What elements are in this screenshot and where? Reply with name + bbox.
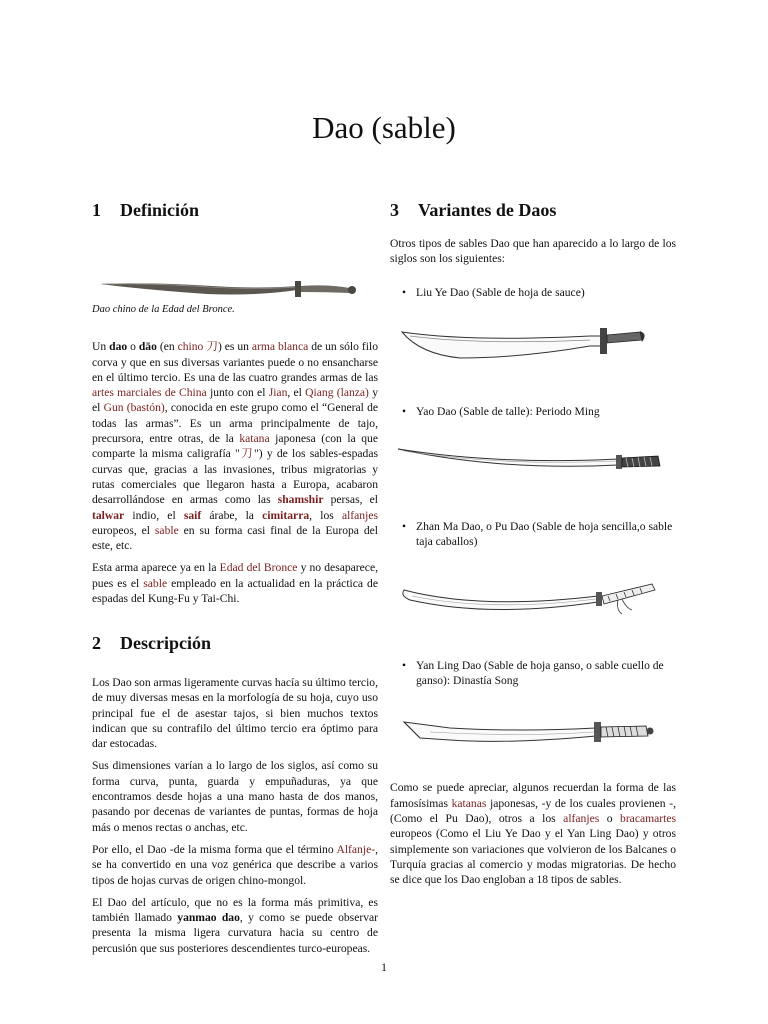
yan-ling-dao-image-item	[390, 708, 676, 752]
definicion-paragraph-2: Esta arma aparece ya en la Edad del Bronce y no desaparece, pues es el sable empleado en la actualidad en la práctica de espadas del Kung-Fu y Tai-Chi.	[92, 561, 378, 606]
link-artes-marciales[interactable]: artes marciales de China	[92, 386, 207, 400]
descripcion-paragraph-1: Los Dao son armas ligeramente curvas hacía su último tercio, de muy diversas mesas en la morfología de su hoja, cuyo uso principal fue el de asestar tajos, si bien muchos textos indican que su contrafilo del último tercio era óptimo para dar estocadas.	[92, 676, 378, 751]
variantes-closing: Como se puede apreciar, algunos recuerdan la forma de las famosísimas katanas japonesas, -y de los cuales provienen -, (Como el Pu Dao), otros a los alfanjes o bracamartes europeos (Como el Liu Ye Dao y el Yan Ling Dao) y otros simplemente son variaciones que volvieron de los Balcanes o Turquía gracias al comercio y modas migratorias. De hecho se dice que los Dao engloban a 18 tipos de sables.	[390, 781, 677, 887]
section-heading-variantes	[390, 200, 676, 226]
variantes-intro: Otros tipos de sables Dao que han aparecido a lo largo de los siglos son los siguientes:	[390, 237, 676, 266]
yao-dao-image-item	[390, 437, 676, 477]
zhan-ma-dao-sword-image	[390, 566, 676, 622]
link-qiang[interactable]: Qiang (lanza)	[305, 386, 369, 400]
link-sable-2[interactable]: sable	[143, 576, 168, 590]
link-chino[interactable]: chino	[177, 340, 204, 354]
zhan-ma-dao-image-item	[390, 566, 676, 622]
descripcion-paragraph-3: Por ello, el Dao -de la misma forma que el término Alfanje-, se ha convertido en una voz genérica que describe a varios tipos de hojas curvas de origen chino-mongol.	[92, 842, 378, 887]
bronze-dao-sword-image	[92, 226, 378, 298]
section-number: 3	[390, 200, 399, 220]
link-alfanje[interactable]: Alfanje-	[336, 842, 376, 856]
link-gun[interactable]: Gun (bastón)	[103, 401, 165, 415]
link-sable[interactable]: sable	[154, 523, 179, 537]
variantes-list	[390, 285, 676, 753]
link-edad-bronce[interactable]: Edad del Bronce	[219, 561, 298, 575]
section-heading-definicion	[92, 200, 378, 226]
image-caption: Dao chino de la Edad del Bronce.	[92, 304, 235, 315]
liu-ye-dao-image-item	[390, 318, 676, 370]
definicion-paragraph-1: Un dao o dāo (en chino 刀) es un arma blanca de un sólo filo corva y que en sus diversas variantes puede o no ensancharse en el último tercio. Es una de las cuatro grandes armas de las artes marciales de China junto con el Jian, el Qiang (lanza) y el Gun (bastón), conocida en este grupo como el “General de todas las armas”. Es un arma principalmente de tajo, precursora, entre otras, de la katana japonesa (con la que comparte la misma caligrafía "刀") y de los sables-espadas curvas que, gracias a las invasiones, tribus migratorias y rutas comerciales que llegaron hasta a Europa, acabaron desarrollándose en armas como las shamshir persas, el talwar indio, el saif árabe, la cimitarra, los alfanjes europeos, el sable en su forma casi final de la Europa del este, etc.	[92, 340, 379, 553]
link-saif[interactable]: saif	[183, 508, 202, 522]
list-item: • Liu Ye Dao (Sable de hoja de sauce)	[390, 285, 676, 300]
section-heading-descripcion	[92, 633, 378, 659]
link-arma-blanca[interactable]: arma blanca	[251, 340, 309, 354]
yan-ling-dao-sword-image	[390, 708, 676, 752]
left-column	[92, 200, 378, 613]
link-alfanjes[interactable]: alfanjes	[341, 508, 378, 522]
section-title: Variantes de Daos	[418, 200, 557, 220]
section-number: 1	[92, 200, 101, 220]
left-column-lower	[92, 633, 378, 963]
section-title: Descripción	[120, 633, 211, 653]
link-talwar[interactable]: talwar	[92, 508, 125, 522]
descripcion-paragraph-4: El Dao del artículo, que no es la forma más primitiva, es también llamado yanmao dao, y como se puede observar presenta la misma ligera curvatura hacia su centro de percusión que sus posteriores descendientes turco-europeas.	[92, 895, 379, 955]
page-title: Dao (sable)	[312, 110, 456, 145]
link-katanas[interactable]: katanas	[451, 796, 487, 810]
link-shamshir[interactable]: shamshir	[277, 493, 324, 507]
liu-ye-dao-sword-image	[390, 318, 676, 370]
link-cimitarra[interactable]: cimitarra	[262, 508, 310, 522]
page-number: 1	[381, 960, 387, 974]
link-dao-character[interactable]: 刀	[206, 340, 218, 354]
list-item: • Zhan Ma Dao, o Pu Dao (Sable de hoja sencilla,o sable taja caballos)	[390, 519, 676, 550]
link-bracamartes[interactable]: bracamartes	[620, 811, 677, 825]
list-item: • Yao Dao (Sable de talle): Periodo Ming	[390, 404, 676, 419]
section-number: 2	[92, 633, 101, 653]
list-item: • Yan Ling Dao (Sable de hoja ganso, o sable cuello de ganso): Dinastía Song	[390, 658, 676, 689]
right-column	[390, 200, 676, 894]
yao-dao-sword-image	[390, 437, 676, 477]
link-dao-character-2[interactable]: 刀	[239, 447, 255, 461]
link-alfanjes-2[interactable]: alfanjes	[563, 811, 600, 825]
section-title: Definición	[120, 200, 199, 220]
link-katana[interactable]: katana	[239, 432, 270, 446]
descripcion-paragraph-2: Sus dimensiones varían a lo largo de los siglos, así como su forma curva, punta, guarda y empuñaduras, ya que encontramos desde hojas a una mano hasta de dos manos, pasando por decenas de variantes de puntas, formas de hoja más o menos rectas o anchas, etc.	[92, 759, 378, 834]
link-jian[interactable]: Jian	[268, 386, 288, 400]
